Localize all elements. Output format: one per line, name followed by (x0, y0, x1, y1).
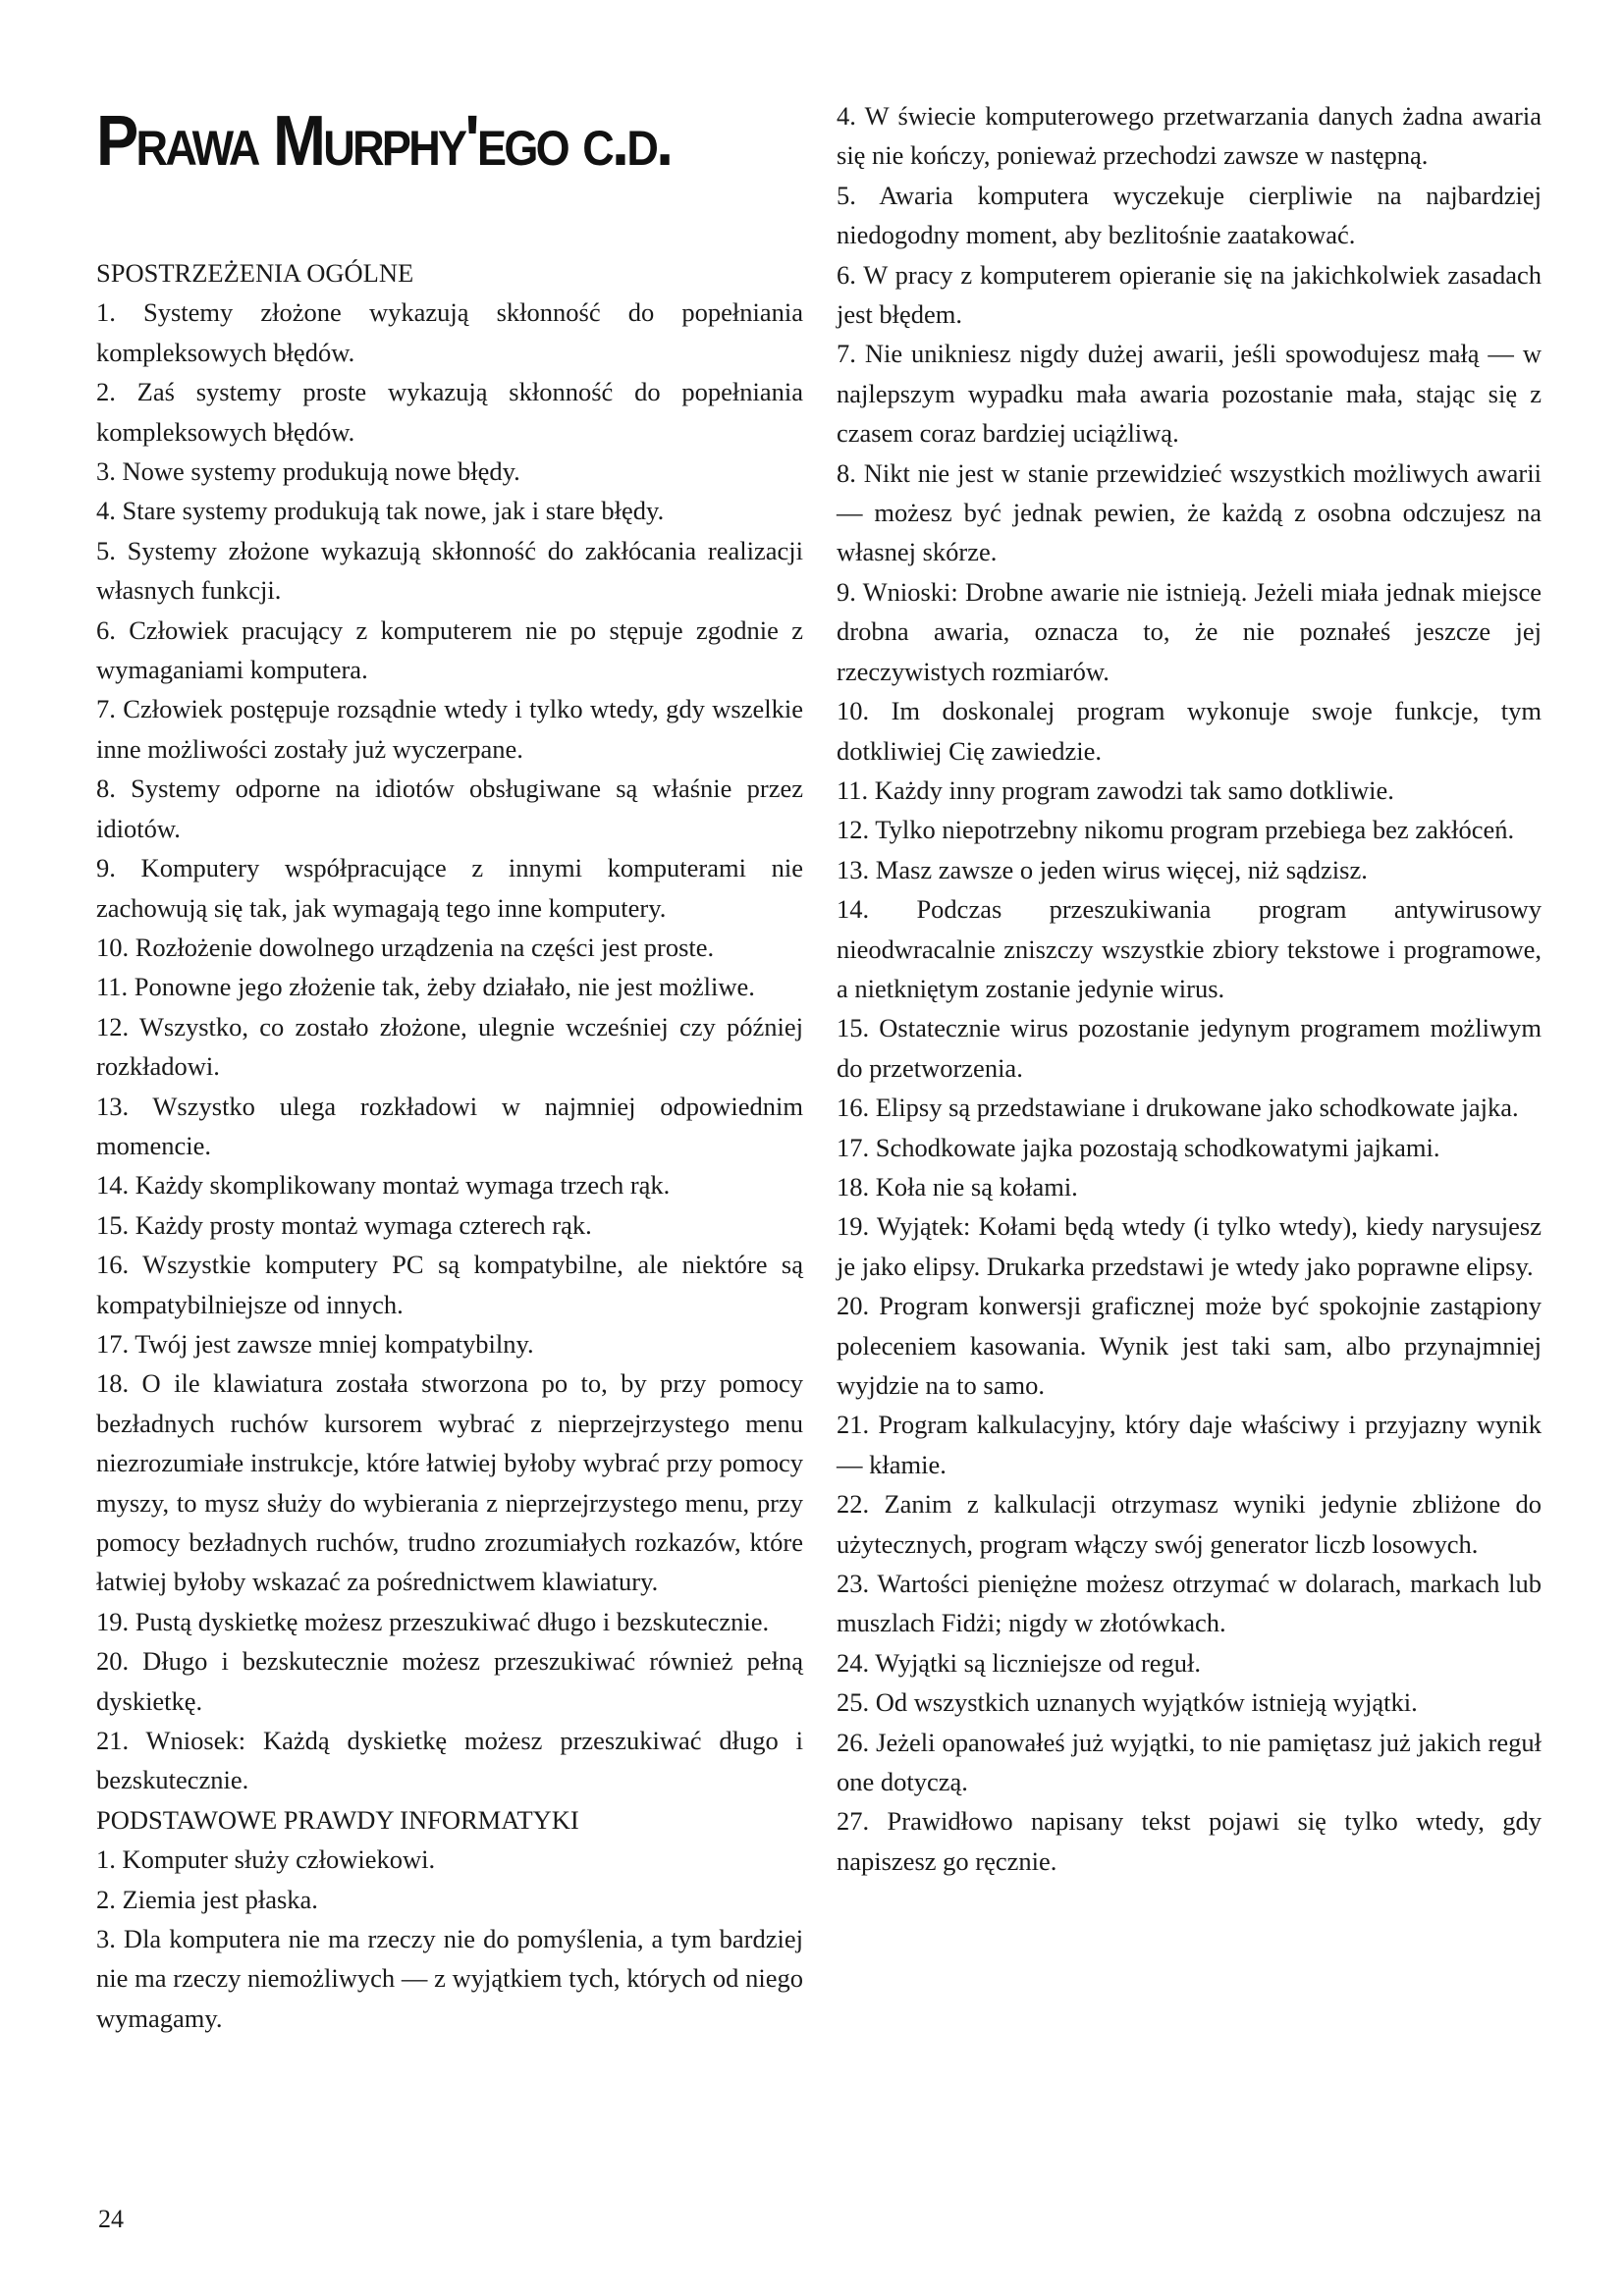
section-heading-basic-truths: PODSTAWOWE PRAWDY INFORMATYKI (96, 1804, 579, 1835)
list-item: 14. Podczas przeszukiwania program antywirusowy nieodwracalnie zniszczy wszystkie zbiory tekstowe i programowe, a nietkniętym zostanie jedynie wirus. (837, 894, 1542, 1003)
list-item: 20. Długo i bezskutecznie możesz przeszukiwać również pełną dyskietkę. (96, 1646, 803, 1716)
basic-truths-list-start (96, 1840, 803, 2038)
general-observations-list (96, 293, 803, 1799)
list-item: 9. Komputery współpracujące z innymi komputerami nie zachowują się tak, jak wymagają tego inne komputery. (96, 853, 803, 923)
list-item: 6. W pracy z komputerem opieranie się na jakichkolwiek zasadach jest błędem. (837, 259, 1542, 330)
list-item: 10. Im doskonalej program wykonuje swoje funkcje, tym dotkliwiej Cię zawiedzie. (837, 696, 1542, 766)
list-item: 17. Schodkowate jajka pozostają schodkowatymi jajkami. (837, 1132, 1440, 1162)
right-column (837, 96, 1542, 1881)
list-item: 18. O ile klawiatura została stworzona po to, by przy pomocy bezładnych ruchów kursorem wybrać z nieprzejrzystego menu niezrozumiałe instrukcje, które łatwiej byłoby wybrać przy pomocy myszy, to mysz służy do wybierania z nieprzejrzystego menu, przy pomocy bezładnych ruchów, trudno zrozumiałych rozkazów, które łatwiej byłoby wskazać za pośrednictwem klawiatury. (96, 1368, 803, 1597)
list-item: 16. Wszystkie komputery PC są kompatybilne, ale niektóre są kompatybilniejsze od innych. (96, 1250, 803, 1319)
list-item: 23. Wartości pieniężne możesz otrzymać w dolarach, markach lub muszlach Fidżi; nigdy w złotówkach. (837, 1569, 1542, 1638)
list-item: 19. Pustą dyskietkę możesz przeszukiwać długo i bezskutecznie. (96, 1606, 770, 1636)
list-item: 2. Zaś systemy proste wykazują skłonność do popełniania kompleksowych błędów. (96, 377, 803, 447)
page-title: Prawa Murphy'ego c.d. (96, 102, 672, 181)
list-item: 1. Komputer służy człowiekowi. (96, 1844, 436, 1875)
list-item: 24. Wyjątki są liczniejsze od reguł. (837, 1647, 1202, 1678)
list-item: 2. Ziemia jest płaska. (96, 1884, 318, 1914)
list-item: 13. Masz zawsze o jeden wirus więcej, niż sądzisz. (837, 854, 1368, 884)
list-item: 4. W świecie komputerowego przetwarzania danych żadna awaria się nie kończy, ponieważ przechodzi zawsze w następną. (837, 101, 1542, 171)
list-item: 4. Stare systemy produkują tak nowe, jak i stare błędy. (96, 496, 665, 526)
list-item: 21. Wniosek: Każdą dyskietkę możesz przeszukiwać długo i bezskutecznie. (96, 1726, 803, 1795)
list-item: 8. Nikt nie jest w stanie przewidzieć wszystkich możliwych awarii — możesz być jednak pewien, że każdą z osobna odczujesz na własnej skórze. (837, 457, 1542, 567)
list-item: 7. Człowiek postępuje rozsądnie wtedy i tylko wtedy, gdy wszelkie inne możliwości zostały już wyczerpane. (96, 694, 803, 764)
list-item: 22. Zanim z kalkulacji otrzymasz wyniki jedynie zbliżone do użytecznych, program włączy swój generator liczb losowych. (837, 1489, 1542, 1559)
list-item: 27. Prawidłowo napisany tekst pojawi się tylko wtedy, gdy napiszesz go ręcznie. (837, 1806, 1542, 1876)
section-heading-general: SPOSTRZEŻENIA OGÓLNE (96, 258, 414, 288)
list-item: 20. Program konwersji graficznej może być spokojnie zastąpiony poleceniem kasowania. Wynik jest taki sam, albo przynajmniej wyjdzie na to samo. (837, 1291, 1542, 1400)
list-item: 19. Wyjątek: Kołami będą wtedy (i tylko wtedy), kiedy narysujesz je jako elipsy. Drukarka przedstawi je wtedy jako poprawne elipsy. (837, 1211, 1542, 1281)
list-item: 16. Elipsy są przedstawiane i drukowane jako schodkowate jajka. (837, 1093, 1519, 1123)
basic-truths-list-continued (837, 96, 1542, 1881)
list-item: 25. Od wszystkich uznanych wyjątków istnieją wyjątki. (837, 1687, 1418, 1718)
left-column (96, 253, 803, 2038)
list-item: 26. Jeżeli opanowałeś już wyjątki, to nie pamiętasz już jakich reguł one dotyczą. (837, 1727, 1542, 1797)
list-item: 3. Nowe systemy produkują nowe błędy. (96, 456, 520, 487)
page-number: 24 (98, 2205, 124, 2233)
list-item: 1. Systemy złożone wykazują skłonność do popełniania kompleksowych błędów. (96, 297, 803, 367)
list-item: 15. Ostatecznie wirus pozostanie jedynym programem możliwym do przetworzenia. (837, 1013, 1542, 1083)
list-item: 7. Nie unikniesz nigdy dużej awarii, jeśli spowodujesz małą — w najlepszym wypadku mała awaria pozostanie mała, stając się z czasem coraz bardziej uciążliwą. (837, 339, 1542, 449)
list-item: 21. Program kalkulacyjny, który daje właściwy i przyjazny wynik — kłamie. (837, 1410, 1542, 1479)
list-item: 12. Tylko niepotrzebny nikomu program przebiega bez zakłóceń. (837, 815, 1515, 845)
list-item: 5. Awaria komputera wyczekuje cierpliwie na najbardziej niedogodny moment, aby bezlitośnie zaatakować. (837, 180, 1542, 250)
list-item: 11. Ponowne jego złożenie tak, żeby działało, nie jest możliwe. (96, 972, 755, 1002)
list-item: 5. Systemy złożone wykazują skłonność do zakłócania realizacji własnych funkcji. (96, 535, 803, 606)
list-item: 18. Koła nie są kołami. (837, 1171, 1078, 1201)
list-item: 12. Wszystko, co zostało złożone, ulegnie wcześniej czy później rozkładowi. (96, 1011, 803, 1082)
list-item: 6. Człowiek pracujący z komputerem nie po stępuje zgodnie z wymaganiami komputera. (96, 614, 803, 685)
list-item: 15. Każdy prosty montaż wymaga czterech rąk. (96, 1209, 592, 1240)
list-item: 8. Systemy odporne na idiotów obsługiwane są właśnie przez idiotów. (96, 774, 803, 843)
list-item: 13. Wszystko ulega rozkładowi w najmniej odpowiednim momencie. (96, 1091, 803, 1160)
list-item: 10. Rozłożenie dowolnego urządzenia na części jest proste. (96, 932, 715, 962)
list-item: 11. Każdy inny program zawodzi tak samo dotkliwie. (837, 774, 1394, 805)
list-item: 14. Każdy skomplikowany montaż wymaga trzech rąk. (96, 1170, 671, 1201)
list-item: 9. Wnioski: Drobne awarie nie istnieją. Jeżeli miała jednak miejsce drobna awaria, oznacza to, że nie poznałeś jeszcze jej rzeczywistych rozmiarów. (837, 576, 1542, 686)
list-item: 17. Twój jest zawsze mniej kompatybilny. (96, 1328, 534, 1359)
list-item: 3. Dla komputera nie ma rzeczy nie do pomyślenia, a tym bardziej nie ma rzeczy niemożliwych — z wyjątkiem tych, których od niego wymagamy. (96, 1924, 803, 2033)
